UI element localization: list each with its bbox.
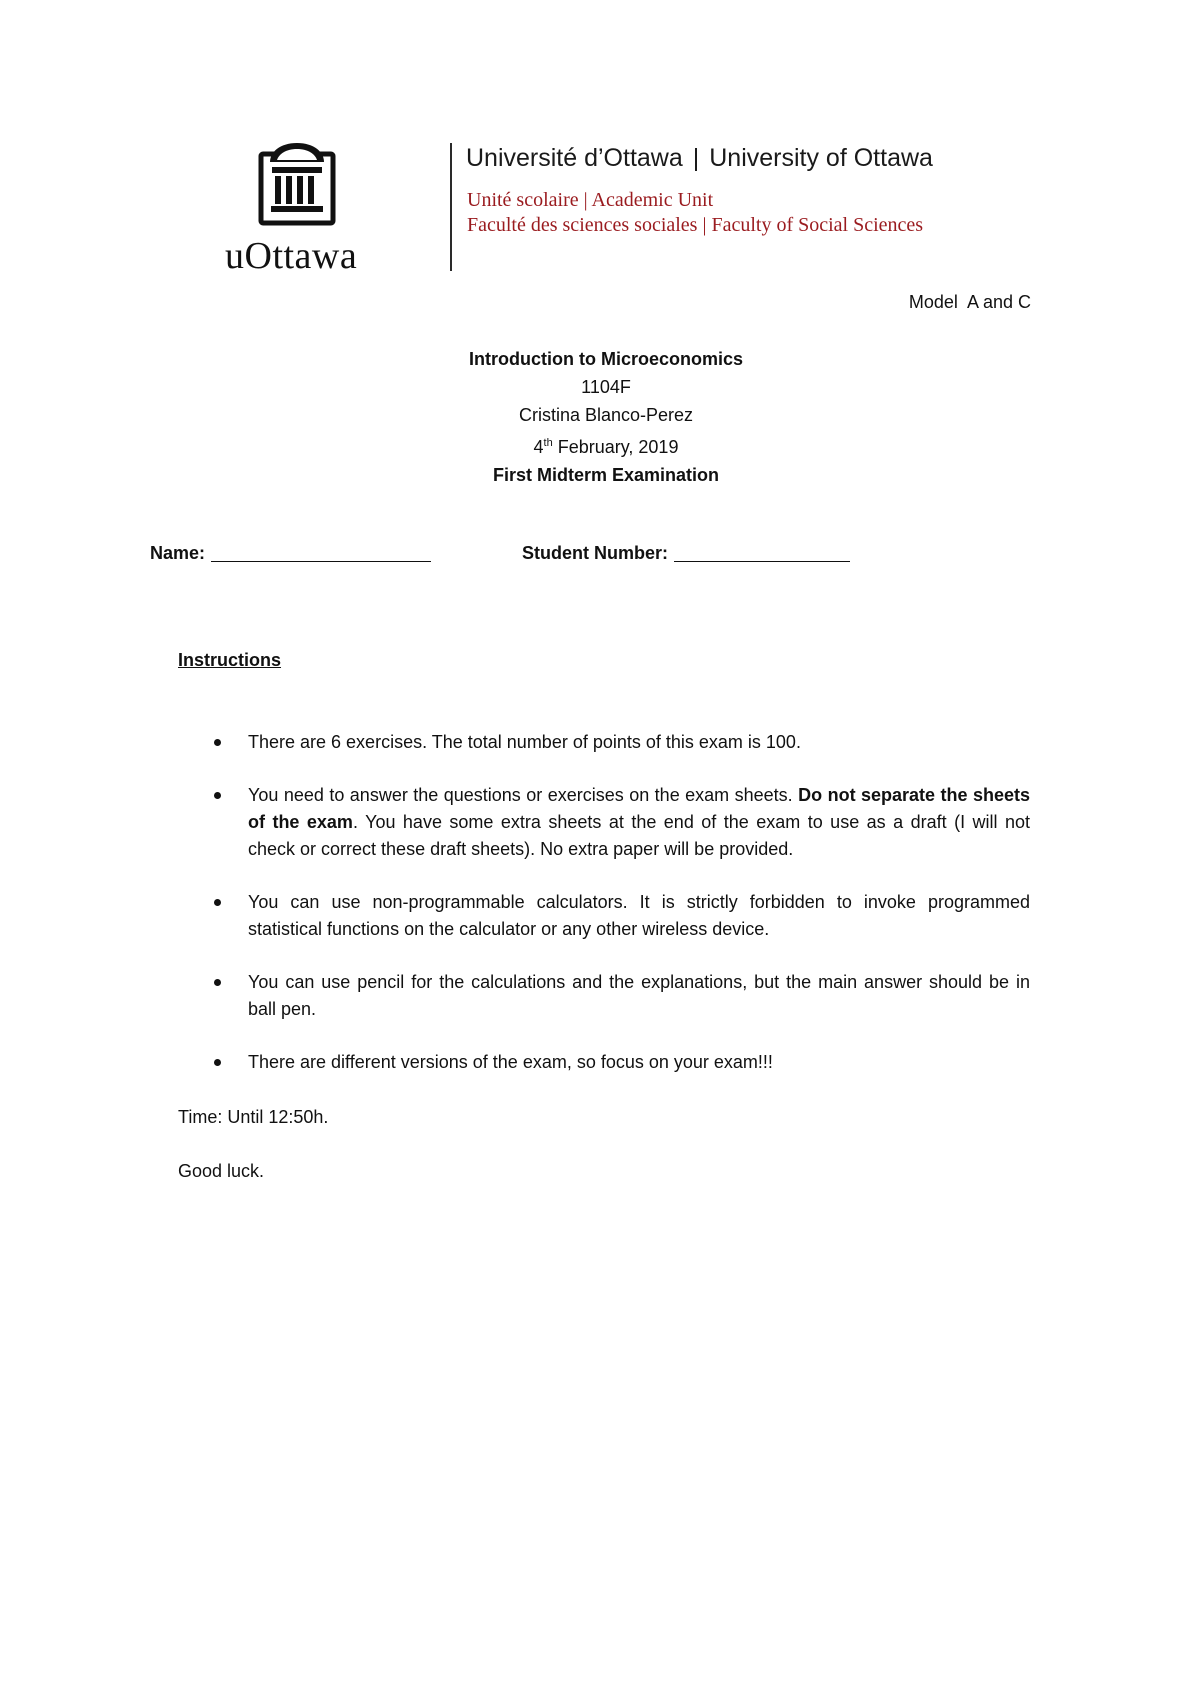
time-limit: Time: Until 12:50h. [178, 1107, 329, 1127]
instruction-text: You can use pencil for the calculations and the explanations, but the main answer should be in ball pen. [248, 972, 1030, 1019]
exam-name: First Midterm Examination [492, 465, 720, 485]
instruction-text: There are different versions of the exam, so focus on your exam!!! [248, 1052, 773, 1072]
instructions-heading: Instructions [178, 650, 282, 670]
course-code: 1104F [581, 377, 631, 397]
list-item [210, 782, 1030, 863]
instruction-text: There are 6 exercises. The total number of points of this exam is 100. [248, 732, 801, 752]
exam-model-label: Model A and C [908, 292, 1031, 312]
list-item [210, 729, 1030, 756]
instruction-text: You need to answer the questions or exercises on the exam sheets. [248, 785, 799, 805]
student-number-field[interactable] [522, 543, 850, 564]
list-item [210, 969, 1030, 1023]
bullet-icon [214, 979, 221, 986]
closing-text: Good luck. [178, 1161, 265, 1181]
header-divider [450, 143, 452, 271]
university-name-separator: | [692, 144, 700, 172]
exam-date-rest: February, 2019 [552, 437, 679, 457]
exam-date [0, 429, 1200, 461]
instruction-bold-text: Do not separate the sheets of the exam [248, 785, 1031, 832]
university-name-fr: Université d’Ottawa [466, 144, 683, 172]
bullet-icon [214, 792, 221, 799]
faculty-line: Faculté des sciences sociales | Faculty of Social Sciences [467, 214, 924, 236]
name-field[interactable] [150, 543, 431, 564]
university-building-icon [258, 140, 336, 226]
name-blank[interactable] [211, 543, 431, 562]
university-names [466, 144, 933, 173]
bullet-icon [214, 899, 221, 906]
name-label: Name: [150, 543, 206, 563]
list-item [210, 1049, 1030, 1076]
instruction-text: . You have some extra sheets at the end of the exam to use as a draft (I will not check or correct these draft sheets). No extra paper will be provided. [248, 812, 1031, 859]
uottawa-wordmark: uOttawa [225, 235, 358, 277]
instructor-name: Cristina Blanco-Perez [518, 405, 694, 425]
exam-date-day: 4 [533, 437, 544, 457]
exam-date-suffix: th [543, 437, 553, 449]
list-item [210, 889, 1030, 943]
university-name-en: University of Ottawa [709, 144, 933, 172]
student-number-label: Student Number: [522, 543, 668, 563]
instructions-list [210, 729, 1030, 1102]
bullet-icon [214, 1059, 221, 1066]
bullet-icon [214, 739, 221, 746]
academic-unit-line: Unité scolaire | Academic Unit [467, 189, 714, 211]
student-number-blank[interactable] [674, 543, 850, 562]
exam-title-block [0, 345, 1200, 489]
course-title: Introduction to Microeconomics [468, 349, 743, 369]
instruction-text: You can use non-programmable calculators. It is strictly forbidden to invoke programmed statistical functions on the calculator or any other wireless device. [248, 892, 1030, 939]
